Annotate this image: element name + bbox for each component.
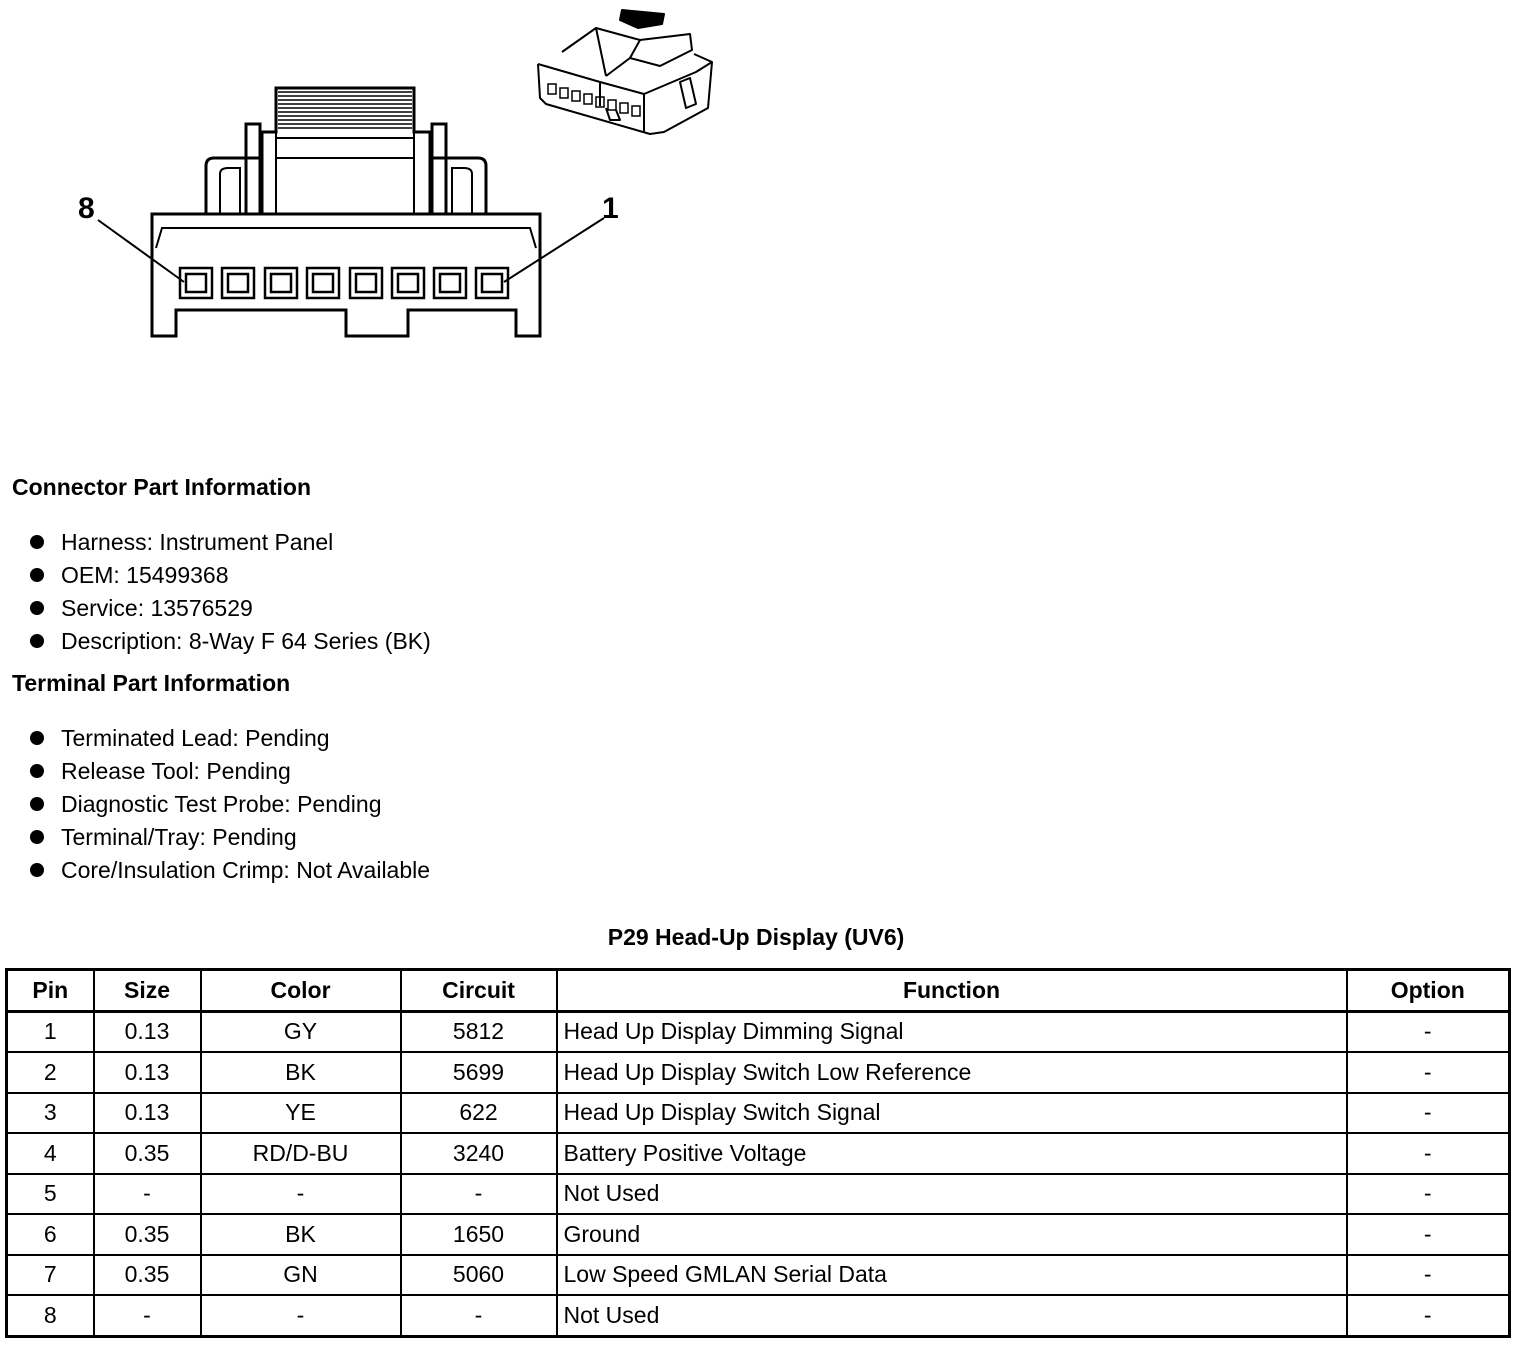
cell-pin: 1	[7, 1011, 94, 1052]
cell-size: 0.35	[94, 1133, 201, 1174]
terminal-cavity-4	[350, 268, 382, 298]
terminal-cavity-1	[476, 268, 508, 298]
cell-pin: 3	[7, 1093, 94, 1134]
list-item: Diagnostic Test Probe: Pending	[28, 788, 430, 821]
column-header-pin: Pin	[7, 970, 94, 1012]
cell-function: Not Used	[557, 1174, 1347, 1215]
list-item: Service: 13576529	[28, 592, 431, 625]
terminal-info-heading: Terminal Part Information	[12, 670, 291, 696]
table-row	[7, 1255, 1510, 1296]
cell-pin: 2	[7, 1052, 94, 1093]
list-item: Release Tool: Pending	[28, 755, 430, 788]
terminal-cavity-7	[222, 268, 254, 298]
bullet-icon	[30, 797, 44, 811]
terminal-info-list	[28, 722, 430, 887]
cell-option: -	[1347, 1174, 1510, 1215]
cell-pin: 6	[7, 1214, 94, 1255]
cell-function: Low Speed GMLAN Serial Data	[557, 1255, 1347, 1296]
cell-circuit: 3240	[401, 1133, 557, 1174]
bullet-icon	[30, 830, 44, 844]
terminal-cavity-2	[434, 268, 466, 298]
connector-3d-view	[538, 10, 712, 134]
cell-pin: 4	[7, 1133, 94, 1174]
cell-option: -	[1347, 1133, 1510, 1174]
terminal-cavity-5	[307, 268, 339, 298]
terminal-cavity-6	[265, 268, 297, 298]
cell-circuit: -	[401, 1295, 557, 1336]
bullet-icon	[30, 731, 44, 745]
cell-size: 0.13	[94, 1052, 201, 1093]
list-item: OEM: 15499368	[28, 559, 431, 592]
table-row	[7, 1133, 1510, 1174]
table-row	[7, 1093, 1510, 1134]
pin-8-leader	[98, 220, 184, 282]
bullet-icon	[30, 601, 44, 615]
cell-circuit: 5699	[401, 1052, 557, 1093]
pin-8-label: 8	[78, 192, 95, 225]
pin-table-title: P29 Head-Up Display (UV6)	[607, 924, 905, 950]
table-row	[7, 1214, 1510, 1255]
cell-circuit: 5812	[401, 1011, 557, 1052]
column-header-function: Function	[557, 970, 1347, 1012]
bullet-icon	[30, 535, 44, 549]
cell-color: BK	[201, 1052, 401, 1093]
cell-size: 0.13	[94, 1093, 201, 1134]
cell-pin: 5	[7, 1174, 94, 1215]
bullet-icon	[30, 863, 44, 877]
cell-circuit: 622	[401, 1093, 557, 1134]
list-item: Harness: Instrument Panel	[28, 526, 431, 559]
table-row	[7, 1174, 1510, 1215]
pin-table	[5, 968, 1511, 1338]
cell-size: -	[94, 1295, 201, 1336]
column-header-circuit: Circuit	[401, 970, 557, 1012]
cell-option: -	[1347, 1295, 1510, 1336]
cell-function: Battery Positive Voltage	[557, 1133, 1347, 1174]
pin-1-label: 1	[602, 192, 619, 225]
table-row	[7, 1011, 1510, 1052]
cell-color: -	[201, 1295, 401, 1336]
connector-diagram	[0, 0, 760, 420]
cell-color: GN	[201, 1255, 401, 1296]
cell-pin: 8	[7, 1295, 94, 1336]
table-header-row	[7, 970, 1510, 1012]
terminal-cavity-8	[180, 268, 212, 298]
list-item: Core/Insulation Crimp: Not Available	[28, 854, 430, 887]
connector-info-heading: Connector Part Information	[12, 474, 312, 500]
cell-option: -	[1347, 1052, 1510, 1093]
cell-option: -	[1347, 1011, 1510, 1052]
list-item: Terminal/Tray: Pending	[28, 821, 430, 854]
cell-function: Ground	[557, 1214, 1347, 1255]
list-item: Terminated Lead: Pending	[28, 722, 430, 755]
table-row	[7, 1052, 1510, 1093]
cell-option: -	[1347, 1255, 1510, 1296]
cell-size: 0.13	[94, 1011, 201, 1052]
cell-function: Head Up Display Switch Low Reference	[557, 1052, 1347, 1093]
cell-color: YE	[201, 1093, 401, 1134]
bullet-icon	[30, 568, 44, 582]
bullet-icon	[30, 764, 44, 778]
list-item: Description: 8-Way F 64 Series (BK)	[28, 625, 431, 658]
terminal-cavity-3	[392, 268, 424, 298]
column-header-option: Option	[1347, 970, 1510, 1012]
cell-color: BK	[201, 1214, 401, 1255]
cell-option: -	[1347, 1093, 1510, 1134]
cell-color: GY	[201, 1011, 401, 1052]
cell-size: 0.35	[94, 1255, 201, 1296]
column-header-size: Size	[94, 970, 201, 1012]
bullet-icon	[30, 634, 44, 648]
cell-color: -	[201, 1174, 401, 1215]
cell-function: Not Used	[557, 1295, 1347, 1336]
cell-pin: 7	[7, 1255, 94, 1296]
cell-color: RD/D-BU	[201, 1133, 401, 1174]
connector-info-list	[28, 526, 431, 658]
cell-option: -	[1347, 1214, 1510, 1255]
table-row	[7, 1295, 1510, 1336]
cell-function: Head Up Display Switch Signal	[557, 1093, 1347, 1134]
cell-size: 0.35	[94, 1214, 201, 1255]
cell-function: Head Up Display Dimming Signal	[557, 1011, 1347, 1052]
cell-circuit: -	[401, 1174, 557, 1215]
cell-circuit: 5060	[401, 1255, 557, 1296]
column-header-color: Color	[201, 970, 401, 1012]
cell-circuit: 1650	[401, 1214, 557, 1255]
cell-size: -	[94, 1174, 201, 1215]
